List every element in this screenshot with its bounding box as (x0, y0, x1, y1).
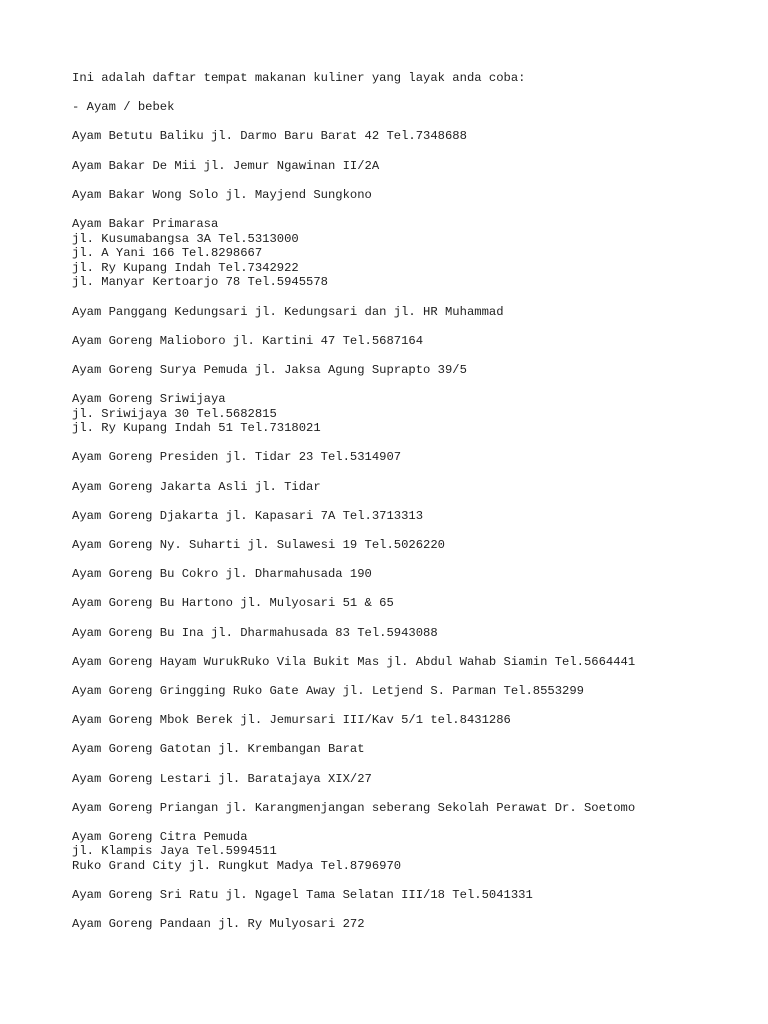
text-line: Ayam Goreng Ny. Suharti jl. Sulawesi 19 Tel.5026220 (72, 538, 445, 552)
text-line: Ayam Bakar De Mii jl. Jemur Ngawinan II/2A (72, 158, 380, 173)
text-line: jl. A Yani 166 Tel.8298667 (72, 246, 263, 261)
paragraph (72, 159, 744, 174)
paragraph (72, 684, 744, 699)
text-line: jl. Ry Kupang Indah Tel.7342922 (72, 260, 299, 275)
paragraph (72, 363, 744, 378)
text-line: Ayam Goreng Surya Pemuda jl. Jaksa Agung Suprapto 39/5 (72, 362, 467, 377)
paragraph (72, 742, 744, 757)
paragraph (72, 392, 744, 436)
text-line: Ayam Goreng Gatotan jl. Krembangan Barat (72, 742, 365, 757)
text-line: Ruko Grand City jl. Rungkut Madya Tel.8796970 (72, 859, 402, 874)
paragraph (72, 888, 744, 903)
text-line: Ayam Goreng Mbok Berek jl. Jemursari III/Kav 5/1 tel.8431286 (72, 713, 511, 728)
text-line: Ini adalah daftar tempat makanan kuliner yang layak anda coba: (72, 71, 526, 85)
paragraph (72, 626, 744, 641)
text-line: Ayam Goreng Jakarta Asli jl. Tidar (72, 479, 321, 494)
text-line: Ayam Goreng Gringging Ruko Gate Away jl. Letjend S. Parman Tel.8553299 (72, 683, 584, 698)
text-line: jl. Manyar Kertoarjo 78 Tel.5945578 (72, 275, 328, 290)
text-line: Ayam Goreng Sriwijaya (72, 392, 226, 407)
paragraph (72, 188, 744, 203)
text-line: Ayam Bakar Wong Solo jl. Mayjend Sungkono (72, 187, 372, 202)
text-line: Ayam Goreng Djakarta jl. Kapasari 7A Tel.3713313 (72, 508, 424, 523)
paragraph (72, 713, 744, 728)
paragraph (72, 538, 744, 553)
paragraph (72, 480, 744, 495)
text-line: Ayam Goreng Pandaan jl. Ry Mulyosari 272 (72, 917, 365, 932)
text-line: Ayam Goreng Citra Pemuda (72, 829, 248, 844)
paragraph (72, 772, 744, 787)
text-line: Ayam Goreng Priangan jl. Karangmenjangan seberang Sekolah Perawat Dr. Soetomo (72, 800, 636, 815)
paragraph (72, 100, 744, 115)
paragraph (72, 450, 744, 465)
paragraph (72, 334, 744, 349)
paragraph (72, 801, 744, 816)
text-line: Ayam Bakar Primarasa (72, 216, 219, 231)
paragraph (72, 596, 744, 611)
paragraph (72, 567, 744, 582)
paragraph (72, 509, 744, 524)
paragraph (72, 305, 744, 320)
paragraph (72, 129, 744, 144)
text-line: Ayam Goreng Lestari jl. Baratajaya XIX/27 (72, 771, 372, 786)
text-line: Ayam Goreng Hayam WurukRuko Vila Bukit Mas jl. Abdul Wahab Siamin Tel.5664441 (72, 654, 636, 669)
text-line: Ayam Betutu Baliku jl. Darmo Baru Barat 42 Tel.7348688 (72, 129, 467, 144)
paragraph (72, 655, 744, 670)
paragraph (72, 830, 744, 874)
text-line: Ayam Panggang Kedungsari jl. Kedungsari dan jl. HR Muhammad (72, 304, 504, 319)
document-page (72, 71, 744, 947)
text-line: Ayam Goreng Presiden jl. Tidar 23 Tel.5314907 (72, 450, 402, 465)
text-line: - Ayam / bebek (72, 100, 175, 115)
text-line: Ayam Goreng Sri Ratu jl. Ngagel Tama Selatan III/18 Tel.5041331 (72, 888, 533, 903)
paragraph (72, 217, 744, 290)
text-line: Ayam Goreng Bu Ina jl. Dharmahusada 83 Tel.5943088 (72, 625, 438, 640)
text-line: jl. Sriwijaya 30 Tel.5682815 (72, 406, 277, 421)
text-line: Ayam Goreng Bu Hartono jl. Mulyosari 51 & 65 (72, 596, 394, 611)
text-line: Ayam Goreng Bu Cokro jl. Dharmahusada 190 (72, 567, 372, 582)
text-line: jl. Kusumabangsa 3A Tel.5313000 (72, 231, 299, 246)
paragraph (72, 71, 744, 86)
text-line: jl. Ry Kupang Indah 51 Tel.7318021 (72, 421, 321, 436)
text-line: jl. Klampis Jaya Tel.5994511 (72, 844, 277, 859)
paragraph (72, 917, 744, 932)
text-line: Ayam Goreng Malioboro jl. Kartini 47 Tel.5687164 (72, 333, 424, 348)
